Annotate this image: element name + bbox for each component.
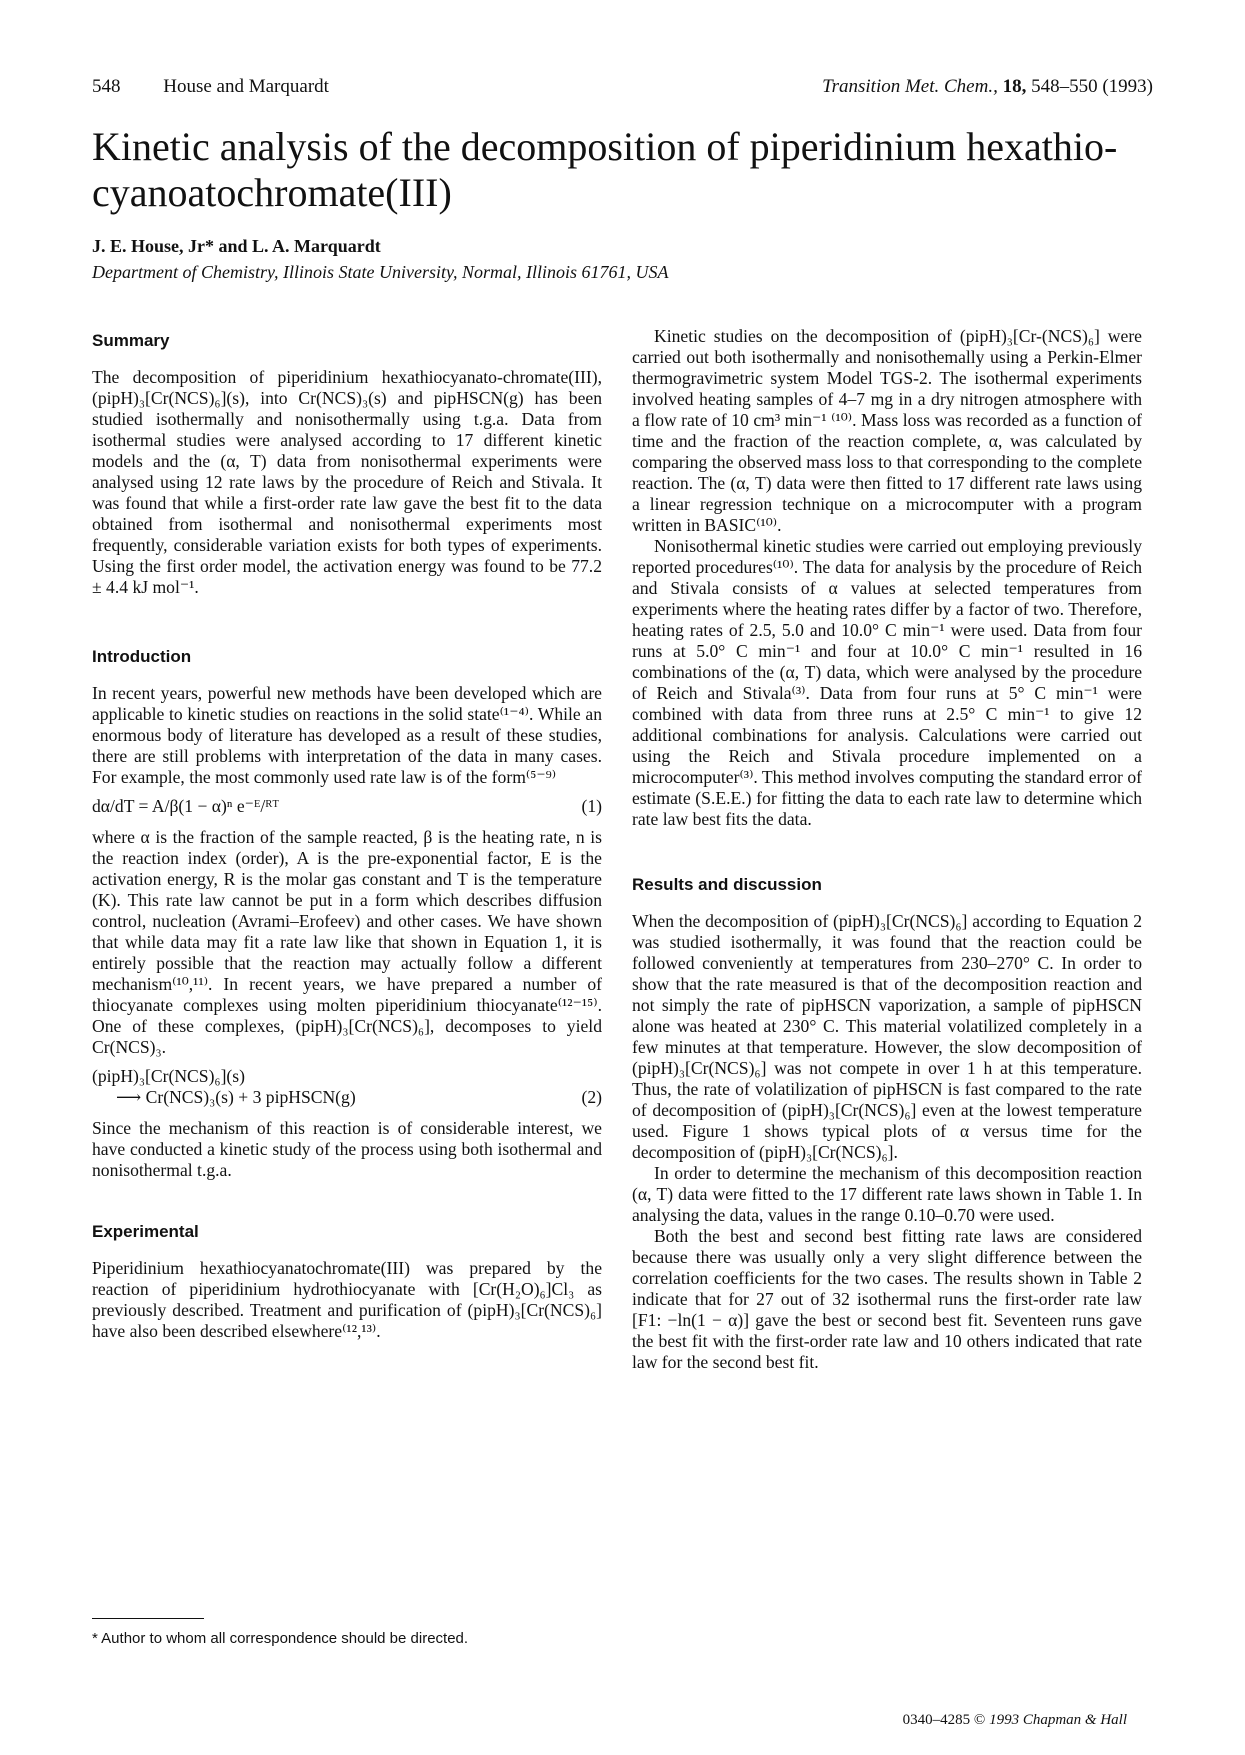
page-number: 548 [92, 76, 121, 97]
introduction-paragraph-3: Since the mechanism of this reaction is of considerable interest, we have conducted a kinetic study of the process using both isothermal and nonisothermal t.g.a. [92, 1118, 602, 1180]
footnote: * Author to whom all correspondence should be directed. [92, 1630, 469, 1647]
equation-1 [92, 796, 602, 817]
journal-pages-year: 548–550 (1993) [1031, 76, 1153, 97]
summary-paragraph: The decomposition of piperidinium hexathiocyanato-chromate(III), (pipH)₃[Cr(NCS)₆](s), into Cr(NCS)₃(s) and pipHSCN(g) has been studied isothermally and nonisothermally using t.g.a. Data from isothermal studies were analysed according to 17 different kinetic models and the (α, T) data from nonisothermal experiments were analysed using 12 rate laws by the procedure of Reich and Stivala. It was found that while a first-order rate law gave the best fit to the data obtained from isothermal and nonisothermal experiments most frequently, considerable variation exists for both types of experiments. Using the first order model, the activation energy was found to be 77.2 ± 4.4 kJ mol⁻¹. [92, 367, 602, 597]
copyright-line [903, 1712, 1127, 1729]
equation-2-line-2-row [92, 1087, 602, 1108]
left-column [92, 330, 602, 1342]
equation-2-line-1: (pipH)₃[Cr(NCS)₆](s) [92, 1066, 245, 1086]
experimental-paragraph-3: Nonisothermal kinetic studies were carried out employing previously reported procedures⁽¹⁰⁾. The data for analysis by the procedure of Reich and Stivala consists of α values at selected temperatures from experiments where the heating rates differ by a factor of two. Therefore, heating rates of 2.5, 5.0 and 10.0° C min⁻¹ were used. Data from four runs at 5.0° C min⁻¹ and four at 10.0° C min⁻¹ resulted in 16 combinations of the (α, T) data, which were analysed by the procedure of Reich and Stivala⁽³⁾. Data from four runs at 5° C min⁻¹ were combined with data from three runs at 2.5° C min⁻¹ to give 12 additional combinations for analysis. Calculations were carried out using the Reich and Stivala procedure implemented on a microcomputer⁽³⁾. This method involves computing the standard error of estimate (S.E.E.) for fitting the data to each rate law to determine which rate law best fits the data. [632, 536, 1142, 829]
results-paragraph-1: When the decomposition of (pipH)₃[Cr(NCS)₆] according to Equation 2 was studied isothermally, it was found that the reaction could be followed conveniently at temperatures from 230–270° C. In order to show that the rate measured is that of the decomposition reaction and not simply the rate of pipHSCN vaporization, a sample of pipHSCN alone was heated at 230° C. This material volatilized completely in a few minutes at that temperature. However, the slow decomposition of (pipH)₃[Cr(NCS)₆] was not compete in over 1 h at this temperature. Thus, the rate of volatilization of pipHSCN is fast compared to the rate of decomposition of (pipH)₃[Cr(NCS)₆] even at the lowest temperature used. Figure 1 shows typical plots of α versus time for the decomposition of (pipH)₃[Cr(NCS)₆]. [632, 911, 1142, 1162]
introduction-heading: Introduction [92, 647, 192, 666]
equation-2 [92, 1066, 602, 1108]
footnote-rule [92, 1618, 204, 1619]
experimental-paragraph-2: Kinetic studies on the decomposition of (pipH)₃[Cr-(NCS)₆] were carried out both isothermally and nonisothemally using a Perkin-Elmer thermogravimetric system Model TGS-2. The isothermal experiments involved heating samples of 4–7 mg in a dry nitrogen atmosphere with a flow rate of 10 cm³ min⁻¹ ⁽¹⁰⁾. Mass loss was recorded as a function of time and the fraction of the reaction complete, α, was calculated by comparing the observed mass loss to that corresponding to the complete reaction. The (α, T) data were then fitted to 17 different rate laws using a linear regression technique on a microcomputer with a program written in BASIC⁽¹⁰⁾. [632, 326, 1142, 535]
issn-code: 0340–4285 © [902, 1712, 990, 1728]
equation-1-body: dα/dT = A/β(1 − α)ⁿ e⁻ᴱ/ᴿᵀ [92, 796, 279, 816]
experimental-paragraph-1: Piperidinium hexathiocyanatochromate(III) was prepared by the reaction of piperidinium hydrothiocyanate with [Cr(H₂O)₆]Cl₃ as previously described. Treatment and purification of (pipH)₃[Cr(NCS)₆] have also been described elsewhere⁽¹²,¹³⁾. [92, 1258, 602, 1341]
equation-2-line-2: ⟶ Cr(NCS)₃(s) + 3 pipHSCN(g) [116, 1087, 356, 1107]
results-paragraph-2: In order to determine the mechanism of this decomposition reaction (α, T) data were fitted to the 17 different rate laws shown in Table 1. In analysing the data, values in the range 0.10–0.70 were used. [632, 1163, 1142, 1225]
header-left [92, 76, 367, 98]
equation-2-number: (2) [581, 1087, 602, 1107]
journal-volume: 18, [1002, 76, 1027, 97]
experimental-heading: Experimental [92, 1222, 199, 1241]
publisher: 1993 Chapman & Hall [989, 1712, 1127, 1728]
journal-name: Transition Met. Chem., [822, 76, 998, 97]
results-paragraph-3: Both the best and second best fitting rate laws are considered because there was usually only a very slight difference between the correlation coefficients for the two cases. The results shown in Table 2 indicate that for 27 out of 32 isothermal runs the first-order rate law [F1: −ln(1 − α)] gave the best or second best fit. Seventeen runs gave the best fit with the first-order rate law and 10 others indicated that rate law for the second best fit. [632, 1226, 1142, 1372]
right-column [632, 326, 1142, 1373]
affiliation: Department of Chemistry, Illinois State University, Normal, Illinois 61761, USA [92, 262, 669, 282]
running-authors: House and Marquardt [163, 76, 329, 97]
authors: J. E. House, Jr* and L. A. Marquardt [92, 236, 381, 256]
running-header [92, 76, 1153, 98]
article-title: Kinetic analysis of the decomposition of piperidinium hexathio-cyanoatochromate(III) [92, 124, 1118, 215]
introduction-paragraph-1: In recent years, powerful new methods have been developed which are applicable to kinetic studies on reactions in the solid state⁽¹⁻⁴⁾. While an enormous body of literature has developed as a result of these studies, there are still problems with interpretation of the data in many cases. For example, the most commonly used rate law is of the form⁽⁵⁻⁹⁾ [92, 683, 602, 787]
journal-citation [822, 76, 1153, 98]
introduction-paragraph-2: where α is the fraction of the sample reacted, β is the heating rate, n is the reaction index (order), A is the pre-exponential factor, E is the activation energy, R is the molar gas constant and T is the temperature (K). This rate law cannot be put in a form which describes diffusion control, nucleation (Avrami–Erofeev) and other cases. We have shown that while data may fit a rate law like that shown in Equation 1, it is entirely possible that the reaction may actually follow a different mechanism⁽¹⁰,¹¹⁾. In recent years, we have prepared a number of thiocyanate complexes using molten piperidinium thiocyanate⁽¹²⁻¹⁵⁾. One of these complexes, (pipH)₃[Cr(NCS)₆], decomposes to yield Cr(NCS)₃. [92, 827, 602, 1057]
equation-1-number: (1) [581, 796, 602, 816]
summary-heading: Summary [92, 331, 170, 350]
results-heading: Results and discussion [632, 875, 822, 894]
